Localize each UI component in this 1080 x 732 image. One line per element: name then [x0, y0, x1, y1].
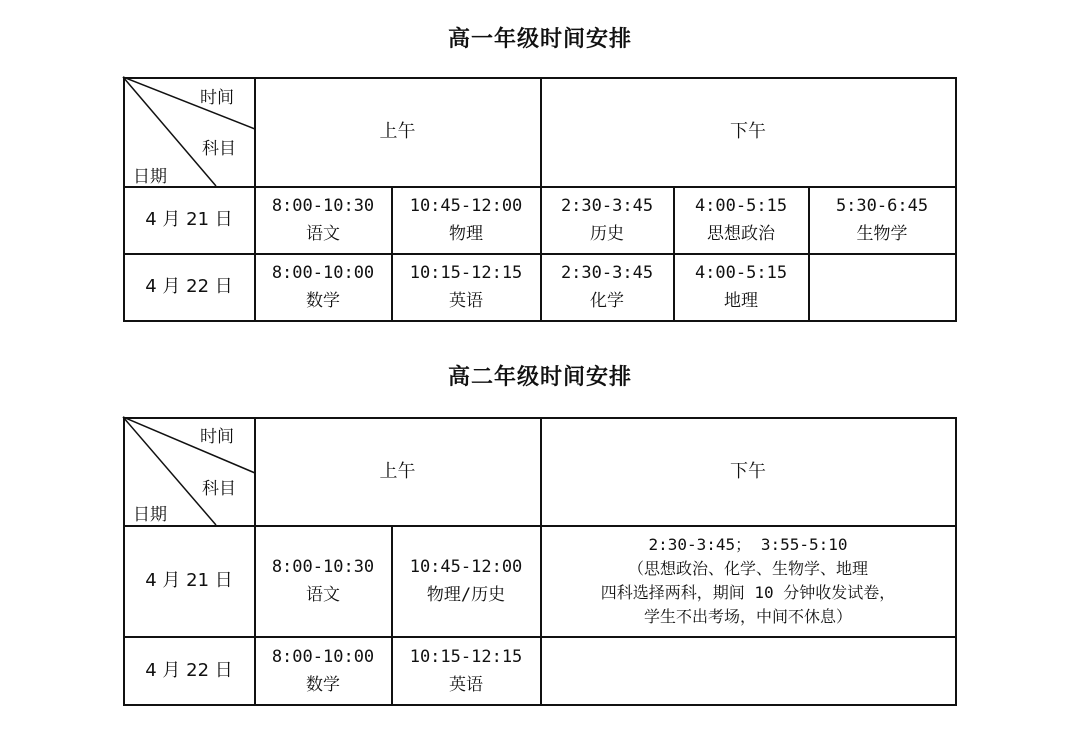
- exam-time: 10:15-12:15: [409, 263, 523, 283]
- exam-subject: 语文: [306, 585, 340, 605]
- afternoon-header: 下午: [730, 460, 766, 482]
- grade2-title: 高二年级时间安排: [447, 364, 632, 390]
- corner-date-label: 日期: [133, 167, 167, 187]
- exam-slot: [674, 187, 808, 253]
- exam-time: 2:30-3:45: [560, 263, 654, 283]
- exam-time: 10:45-12:00: [409, 196, 523, 216]
- exam-slot: [392, 637, 540, 704]
- date-cell: 4 月 21 日: [145, 570, 233, 591]
- exam-slot: [541, 187, 673, 253]
- exam-time: 2:30-3:45: [560, 196, 654, 216]
- corner-subject-label: 科目: [202, 479, 236, 499]
- exam-subject: 地理: [724, 291, 758, 311]
- exam-time: 8:00-10:00: [271, 263, 375, 283]
- exam-time: 8:00-10:30: [271, 196, 375, 216]
- afternoon-header: 下午: [730, 121, 766, 142]
- exam-slot: [392, 187, 540, 253]
- morning-header: 上午: [379, 460, 416, 482]
- note-line: 四科选择两科，期间 10 分钟收发试卷，: [600, 583, 896, 602]
- exam-subject: 数学: [306, 674, 340, 695]
- note-line: 学生不出考场，中间不休息）: [643, 607, 852, 626]
- exam-subject: 英语: [449, 674, 483, 695]
- exam-subject: 英语: [449, 291, 483, 311]
- exam-time: 4:00-5:15: [694, 196, 788, 216]
- afternoon-empty-cell: [541, 637, 955, 704]
- corner-subject-label: 科目: [202, 139, 236, 159]
- exam-subject: 思想政治: [707, 224, 775, 244]
- exam-subject: 化学: [590, 291, 624, 311]
- exam-subject: 历史: [590, 224, 624, 244]
- exam-slot: [392, 526, 540, 636]
- afternoon-elective-note: [541, 526, 955, 636]
- date-cell: 4 月 21 日: [145, 209, 233, 230]
- corner-time-label: 时间: [200, 88, 234, 108]
- exam-slot: [255, 254, 391, 320]
- exam-slot: [255, 637, 391, 704]
- note-line: （思想政治、化学、生物学、地理: [627, 559, 868, 578]
- exam-subject: 物理: [449, 224, 483, 244]
- grade1-title: 高一年级时间安排: [447, 26, 632, 52]
- exam-subject: 生物学: [856, 224, 908, 244]
- exam-subject: 物理/历史: [426, 585, 506, 605]
- corner-date-label: 日期: [133, 505, 167, 525]
- exam-time: 8:00-10:00: [271, 646, 375, 667]
- exam-time: 10:45-12:00: [409, 557, 523, 577]
- exam-slot: [255, 187, 391, 253]
- exam-time: 5:30-6:45: [835, 196, 929, 216]
- exam-slot: [541, 254, 673, 320]
- exam-slot: [255, 526, 391, 636]
- note-line: 2:30-3:45； 3:55-5:10: [648, 535, 848, 554]
- exam-time: 4:00-5:15: [694, 263, 788, 283]
- exam-slot-empty: [809, 254, 955, 320]
- exam-slot: [392, 254, 540, 320]
- exam-time: 10:15-12:15: [409, 646, 523, 667]
- exam-slot: [674, 254, 808, 320]
- exam-subject: 数学: [306, 291, 340, 311]
- corner-time-label: 时间: [200, 427, 234, 447]
- morning-header: 上午: [379, 121, 416, 142]
- exam-subject: 语文: [306, 224, 340, 244]
- exam-time: 8:00-10:30: [271, 557, 375, 577]
- date-cell: 4 月 22 日: [145, 276, 233, 297]
- date-cell: 4 月 22 日: [145, 659, 233, 681]
- exam-slot: [809, 187, 955, 253]
